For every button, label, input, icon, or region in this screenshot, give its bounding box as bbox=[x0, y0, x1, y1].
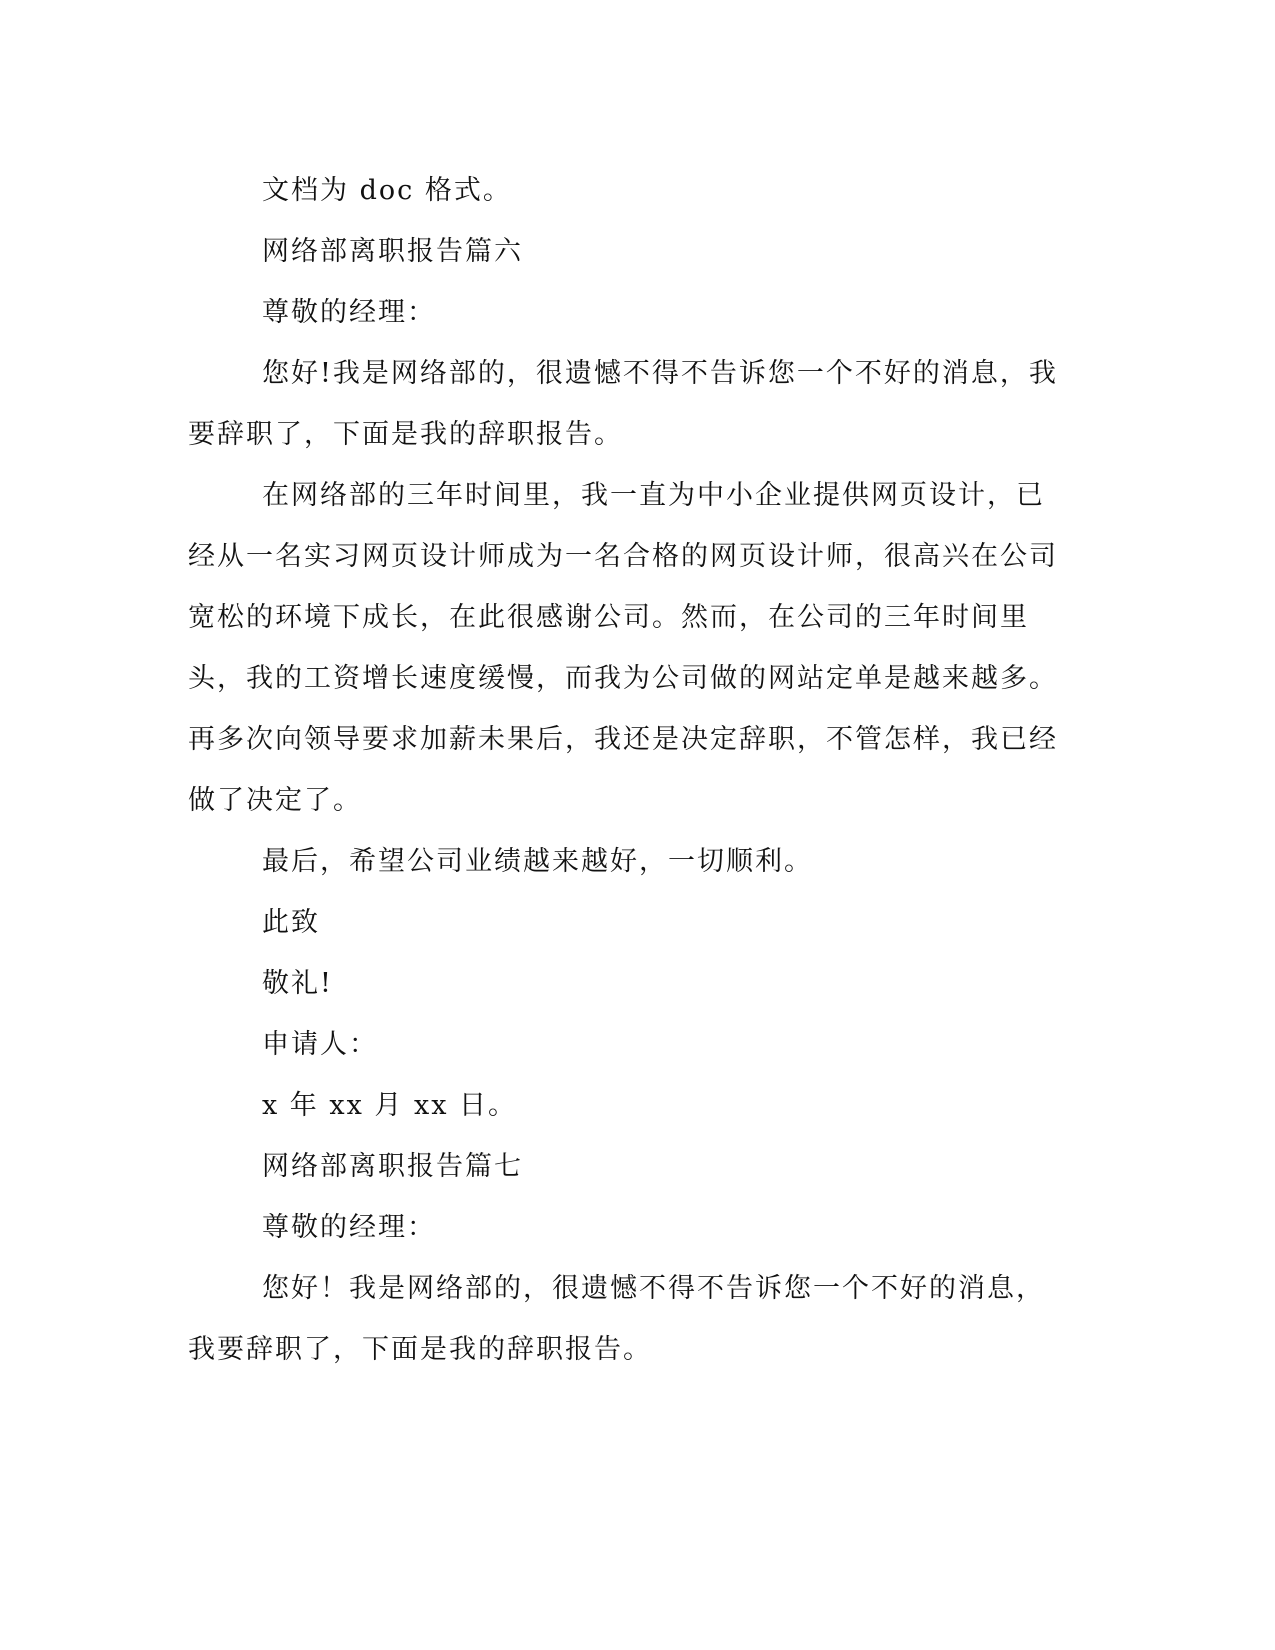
paragraph-closing: 最后，希望公司业绩越来越好，一切顺利。 bbox=[262, 846, 813, 877]
closing-phrase: 此致 bbox=[262, 907, 320, 938]
date-line: x 年 xx 月 xx 日。 bbox=[262, 1090, 518, 1121]
paragraph-format-note: 文档为 doc 格式。 bbox=[262, 175, 512, 206]
paragraph-greeting: 您好!我是网络部的，很遗憾不得不告诉您一个不好的消息，我要辞职了，下面是我的辞职报告。 bbox=[188, 358, 1058, 450]
paragraph-body: 在网络部的三年时间里，我一直为中小企业提供网页设计，已经从一名实习网页设计师成为一名合格的网页设计师，很高兴在公司宽松的环境下成长，在此很感谢公司。然而，在公司的三年时间里头，我的工资增长速度缓慢，而我为公司做的网站定单是越来越多。再多次向领导要求加薪未果后，我还是决定辞职，不管怎样，我已经做了决定了。 bbox=[188, 480, 1058, 816]
document-body bbox=[188, 160, 1068, 1380]
section-heading-seven: 网络部离职报告篇七 bbox=[262, 1151, 523, 1182]
salutation-second: 尊敬的经理： bbox=[262, 1212, 436, 1243]
salutation: 尊敬的经理： bbox=[262, 297, 436, 328]
closing-regards: 敬礼! bbox=[262, 968, 333, 999]
paragraph-greeting-second: 您好！我是网络部的，很遗憾不得不告诉您一个不好的消息，我要辞职了，下面是我的辞职报告。 bbox=[188, 1273, 1045, 1365]
applicant-label: 申请人： bbox=[262, 1029, 378, 1060]
section-heading-six: 网络部离职报告篇六 bbox=[262, 236, 523, 267]
